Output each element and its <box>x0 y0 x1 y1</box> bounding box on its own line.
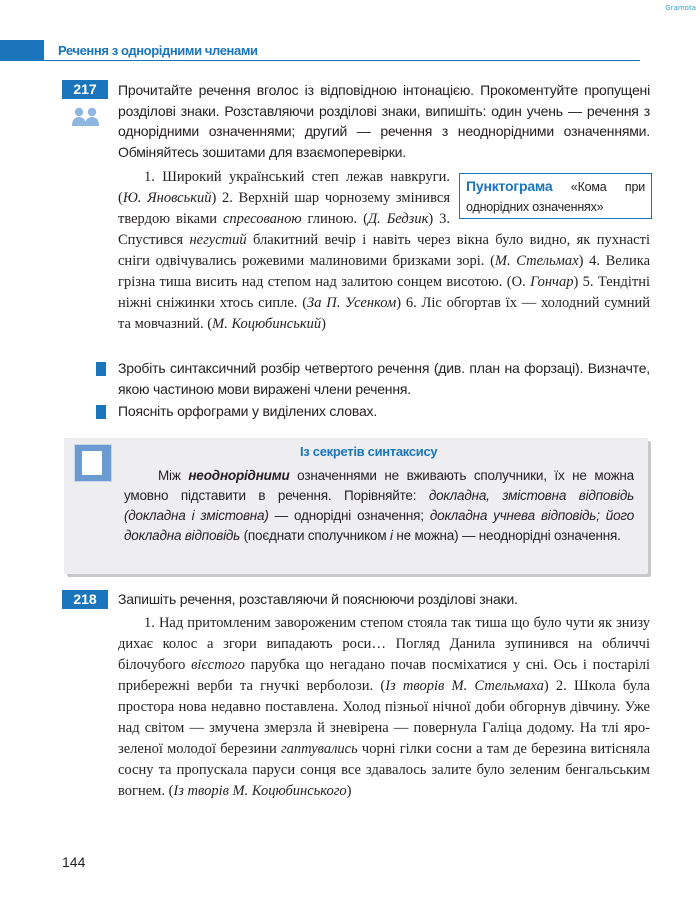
section-header <box>0 40 640 61</box>
section-title: Речення з однорідними членами <box>58 42 258 58</box>
exercise-218-task: Запишіть речення, розставляючи й пояснюючи розділові знаки. <box>118 591 518 607</box>
text-span: ) 2. Верхній шар чорнозему змінився твердою віками <box>118 190 450 227</box>
subtask-marker <box>96 405 106 419</box>
exercise-218-text <box>118 613 650 802</box>
punktogram-box <box>459 173 652 219</box>
highlighted-word: гаптувались <box>280 741 358 757</box>
exercise-number-217: 217 <box>62 80 108 99</box>
header-strip <box>0 40 44 60</box>
text-span: блакитний вечір і навіть через вікна було видно, як пухнасті сніги одвічувались рожевими малиновими бризками зорі. ( <box>118 232 650 269</box>
text-span: ) 5. Тендітні ніжні сніжинки хтось сипле. ( <box>118 274 650 311</box>
text-span: (поєднати сполучником <box>240 528 390 543</box>
author: Ю. Яновський <box>122 190 212 206</box>
text-span: — однорідні означення; <box>268 508 430 523</box>
text-span: ) <box>321 316 326 332</box>
exercise-217-subtask-1: Зробіть синтаксичний розбір четвертого речення (див. план на форзаці). Визначте, якою частиною мови виражені члени речення. <box>118 360 650 397</box>
author: За П. Усенком <box>307 295 397 311</box>
text-span: 1. Широкий український степ лежав навкруги. ( <box>118 169 450 206</box>
syntax-secrets-title: Із секретів синтаксису <box>300 444 438 459</box>
highlighted-word: спресованою <box>222 211 302 227</box>
author: М. Стельмах <box>494 253 579 269</box>
text-span: ) <box>346 783 352 799</box>
author: Д. Бедзик <box>367 211 429 227</box>
text-span: чорні гілки сосни а там де березина витісняла сосну та пропускала паруси сонця все здавалось залите було зеленим бенгальським вогнем. ( <box>118 741 651 799</box>
exercise-number-218: 218 <box>62 590 108 609</box>
text-span: Між <box>158 468 189 483</box>
highlighted-word: вієстого <box>191 657 245 673</box>
text-span: ) 6. Ліс обгортав їх — холодний сумний та мовчазний. ( <box>118 295 650 332</box>
subtask-marker <box>96 362 106 376</box>
example: докладна, змістовна відповідь (докладна і змістовна) <box>124 488 634 523</box>
punktogram-text: «Кома при однорідних означеннях» <box>466 180 645 214</box>
example: докладна учнева відповідь; його докладна відповідь <box>124 508 635 543</box>
notebook-icon <box>74 444 112 482</box>
author: Гончар <box>530 274 574 290</box>
exercise-217-subtask-2: Поясніть орфограми у виділених словах. <box>118 403 378 419</box>
author: М. Коцюбинський <box>212 316 322 332</box>
syntax-secrets-text <box>124 466 634 546</box>
exercise-217-task: Прочитайте речення вголос із відповідною інтонацією. Прокоментуйте пропущені розділові знаки. Розставляючи розділові знаки, випишіть: один учень — речення з однорідними означеннями; другий — речення з неоднорідними означеннями. Обміняйтесь зошитами для взаємоперевірки. <box>118 82 650 160</box>
text-span: ) 2. Школа була простора нова недавно поставлена. Холод пізньої нічної доби обгорнув дівчину. Уже над світом — змучена змерзла й зневірена — повернула Галіца додому. На тлі яро-зеленої молодої березини <box>118 678 650 757</box>
text-span: ) 3. Спустився <box>118 211 450 248</box>
author: Із творів М. Стельмаха <box>385 678 544 694</box>
emphasized-term: неоднорідними <box>188 468 290 483</box>
text-span: парубка що негадано почав посміхатися у сні. Ось і постарілі прибережні верби та гнучкі верболози. ( <box>118 657 650 694</box>
page-number: 144 <box>62 854 86 870</box>
text-span: 1. Над притомленим завороженим степом стояла так тиша що було чути як знизу дихає колос а згори випадають роси… Погляд Данила зупинився на обличчі білочубого <box>118 615 650 673</box>
text-span: ) 4. Велика грізна тиша висить над степом над залитою сонцем висотою. (О. <box>118 253 651 290</box>
author: Із творів М. Коцюбинського <box>173 783 347 799</box>
punktogram-label: Пунктограма <box>466 178 553 194</box>
text-span: не можна) — неоднорідні означення. <box>392 528 621 543</box>
example: і <box>389 528 393 543</box>
text-span: глиною. ( <box>301 211 368 227</box>
corner-mark: Gramota <box>665 4 696 12</box>
text-span: означеннями не вживають сполучники, їх не можна умовно підставити в речення. Порівняйте: <box>124 468 634 503</box>
pair-work-icon <box>71 107 101 127</box>
highlighted-word: негустий <box>189 232 247 248</box>
